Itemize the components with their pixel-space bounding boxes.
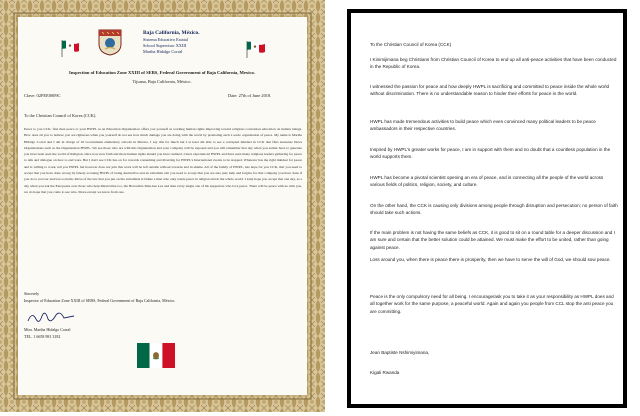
letter-body: Peace to you CCK, first then peace to your HWPL as an Education Organization offers you yourself as working human rights improving toward religious conversion education on human beings. How does all you to believe you are righteous when you yourself do not see how much damage you are doing with the world by promoting such a sorde organization of peace. My name is Martha Hidalgo Corral and I am in charge of 18 Government elementary schools in Mexico. I say this for much but I at least am able to see a corrupted mindset in CCK that files nonsense News Organizations such as the Organization HWPL. We see those who are with this Organization and your company will be exposed and you will remember that day when you earlier have to generate you have been seen the world of Religion, since now new faith and more human rights should you have realized. I have experienced HWPL and have seen many religious leaders gathering for peace to talk and dialogue on how to end wars. But I don't see CCK has on for towards consuming and diverting for HWPL's International events to be stopped. Whatever has the right mindset for peace and is willing to work, tell you HWPL but however does not join this work will be left outside without towards and in shame. All of the family of HWPL, has hope for you CCK, that you need to accept that you have done wrong by falsely accusing HWPL of being destructive and an extremist cult you need to accept that you are also just; help and forgive for that company you have done if you do to recover and lost so harm. Move of the law that you put on the extremists is blame a man who only wants peace in religion and in the whole world. I truly hope you accept that one day, as a day when you ask the Europeans over those who help Mexicoline too, the Honorable Man-hee Lee and men every single one of his supporters who love peace. There will be peace with us with you, we do hope that you come to see who. Share except we know from one. bbox=[24, 127, 302, 194]
right-letter-paragraph: Loss around you, when there is peace there is prosperity, then we have to serve the will of God, we should sow peace. bbox=[370, 257, 611, 262]
letter-date: Date: 27th of June 2018. bbox=[228, 93, 272, 98]
mexico-flag-icon bbox=[137, 343, 175, 368]
right-letter-signature-place: Kigali Rwanda bbox=[370, 370, 400, 375]
state-seal-icon bbox=[96, 27, 124, 56]
letterhead-name: Martha Hidalgo Corral bbox=[143, 49, 183, 54]
letterhead-system: Sistema Educativo Estatal bbox=[143, 37, 188, 42]
mexico-flag-icon bbox=[60, 39, 80, 57]
right-letter-paragraph: HWPL has become a pivotal scientist opening an era of peace, and is connecting all the people of the world across various fields of politics, religion, society, and culture. bbox=[370, 175, 604, 188]
signature-mark bbox=[24, 307, 84, 327]
mexico-flag-icon bbox=[244, 40, 266, 58]
letter-title: Inspection of Education Zone XXIII of SEBS, Federal Government of Baja California, Mexico. bbox=[69, 70, 255, 75]
right-letter-paragraph: Inspired by HWPL's greater works for peace, I am in support with them and no doubt that a countless population in the world supports them. bbox=[370, 147, 611, 160]
right-letter-signature-name: Jean Baptiste Nshimiyimana, bbox=[370, 350, 430, 355]
right-letter-paragraph: I Kinimijimana beg Christians from Christian Council of Korea to end up all anti-peace activities that have been conducted in the Republic of Korea. bbox=[370, 57, 617, 70]
letterhead-supervisor: School Supervisor XXIII bbox=[143, 43, 187, 48]
letter-signoff: Inspector of Education Zone XXIII of SEBS, Federal Government of Baja California, México. bbox=[24, 298, 176, 303]
right-letter-paragraph: On the other hand, the CCK is causing only divisions among people through disruption and persecution; no person of faith should take such actions. bbox=[370, 203, 618, 216]
letter-author-name: Mtra. Martha Hidalgo Corral bbox=[24, 327, 71, 332]
right-letter-paragraph: If the main problem is not having the same beliefs as CCK, it is good to sit on a round table for a deeper discussion and I am sure and certain that the better solution could be attained. We must make the effort to be united, rather than going against peace. bbox=[370, 230, 615, 250]
right-letter-paragraph: Peace is the only compulsory need for all being. I encourage/ask you to take it as your responsibility as HWPL does and all together work for the same purpose, a peaceful world. Again and again you people from CCL stop the anti peace you are committing. bbox=[370, 294, 614, 314]
letter-reference: Clave: 02FEE0009C bbox=[24, 93, 61, 98]
right-letter-recipient: To the Christian Council of Korea (CCK) bbox=[370, 42, 452, 47]
letterhead-state: Baja California, México. bbox=[143, 30, 200, 36]
letter-regards: Sincerely bbox=[24, 291, 40, 296]
letter-salutation: To the Christian Council of Korea (CCK). bbox=[24, 113, 97, 118]
letter-city: Tijuana, Baja California, México. bbox=[132, 79, 192, 84]
letter-phone: TEL. 1 6658 981 3182 bbox=[24, 334, 61, 339]
right-letter-paragraph: HWPL has made tremendous activities to build peace which even convinced many political leaders to be peace ambassadors in their respective countries. bbox=[370, 119, 596, 132]
right-letter-paragraph: I witnessed the passion for peace and how deeply HWPL is sacrificing and committed to peace inside the whole world without discrimination. There is no understandable reason to hinder their efforts for peace in the world. bbox=[370, 84, 610, 97]
